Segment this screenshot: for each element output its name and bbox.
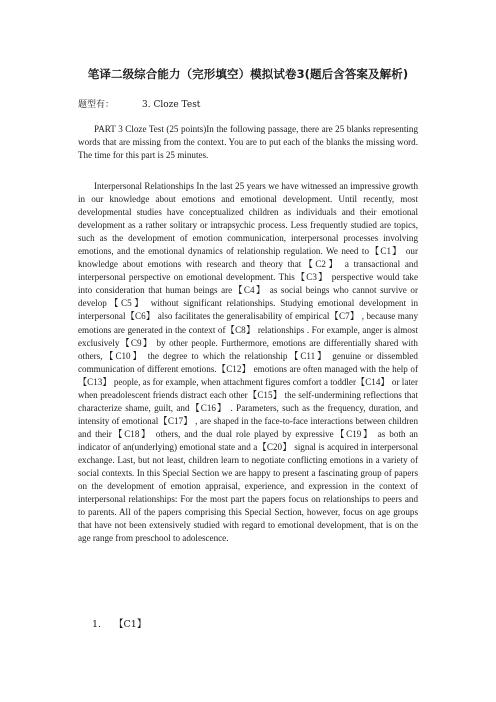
- blank-c18: 【C18】: [111, 428, 152, 439]
- passage-text: the self-undermining reflections that characterize shame, guilt, and: [78, 389, 418, 413]
- blank-c11: 【C11】: [287, 350, 329, 361]
- passage-text: people, as for example, when attachment figures comfort a toddler: [111, 376, 356, 387]
- passage-text: by other people. Furthermore, emotions are differentially shared with others,: [78, 337, 418, 361]
- passage-text: a transactional and interpersonal perspective on emotional development. This: [78, 259, 418, 283]
- answer-item-blank: 【C1】: [114, 619, 147, 630]
- blank-c9: 【C9】: [119, 337, 154, 348]
- blank-c16: 【C16】: [189, 402, 228, 413]
- question-type-label: 题型有：: [78, 100, 115, 110]
- blank-c3: 【C3】: [294, 272, 329, 283]
- passage-text: relationships . For example, anger is almost exclusively: [78, 324, 418, 348]
- blank-c20: 【C20】: [257, 441, 292, 452]
- passage-text: . Parameters, such as the frequency, duration, and intensity of emotional: [78, 402, 418, 426]
- blank-c4: 【C4】: [232, 285, 267, 296]
- blank-c13: 【C13】: [78, 376, 112, 387]
- answer-item: [92, 616, 146, 630]
- passage-text: without significant relationships. Studying emotional development in interpersonal: [78, 298, 418, 322]
- blank-c19: 【C19】: [333, 428, 374, 439]
- document-title: 笔译二级综合能力（完形填空）模拟试卷3(题后含答案及解析): [87, 67, 409, 81]
- cloze-passage: [78, 180, 418, 545]
- question-type-line: [78, 97, 200, 110]
- passage-text: also facilitates the generalisability of empirical: [155, 311, 330, 322]
- blank-c6: 【C6】: [125, 311, 156, 322]
- blank-c10: 【C10】: [102, 350, 144, 361]
- answer-item-number: 1.: [92, 619, 102, 630]
- passage-text: , are shaped in the face-to-face interactions between children and their: [78, 415, 418, 439]
- passage-text: signal is acquired in interpersonal exchange. Last, but not least, children learn to negotiate conflicting emotions in a variety of social contexts. In this Special Section we are happy to present a fascinating group of papers on the development of emotion appraisal, experience, and expression in the context of interpersonal relationships: For the most part the papers focus on relationships to peers and to parents. All of the papers comprising this Special Section, however, focus on age groups that have not been extensively studied with regard to emotional development, that is on the age range from preschool to adolescence.: [78, 441, 418, 544]
- blank-c7: 【C7】: [329, 311, 360, 322]
- passage-text: perspective would take into consideration that human beings are: [78, 272, 418, 296]
- passage-text: as both an indicator of an(underlying) emotional state and a: [78, 428, 418, 452]
- passage-text: emotions are often managed with the help of: [251, 363, 418, 374]
- blank-c1: 【C1】: [369, 246, 403, 257]
- blank-c5: 【C5】: [106, 298, 146, 309]
- blank-c17: 【C17】: [158, 415, 193, 426]
- blank-c12: 【C12】: [216, 363, 252, 374]
- passage-text: others, and the dual role played by expressive: [151, 428, 334, 439]
- passage-text: the degree to which the relationship: [143, 350, 288, 361]
- blank-c15: 【C15】: [247, 389, 283, 400]
- question-type-value: 3. Cloze Test: [142, 100, 201, 110]
- part-instructions: PART 3 Cloze Test (25 points)In the following passage, there are 25 blanks representing words that are missing from the context. You are to put each of the blanks the missing word. The time for this part is 25 minutes.: [78, 124, 418, 161]
- passage-text: , because many emotions are generated in the context of: [78, 311, 418, 335]
- passage-text: our knowledge about emotions with research and theory that: [78, 246, 418, 270]
- passage-text: Interpersonal Relationships In the last 25 years we have witnessed an impressive growth in our knowledge about emotions and emotional development. Until recently, most developmental studies have conceptualized children as individuals and their emotional development as a rather solitary or intrapsychic process. Less frequently studied are topics, such as the development of emotion communication, interpersonal processes involving emotions, and the emotional dynamics of relationship regulation. We need to: [78, 181, 418, 257]
- passage-text: as social beings who cannot survive or develop: [78, 285, 418, 309]
- passage-text: genuine or dissembled communication of different emotions.: [78, 350, 418, 374]
- blank-c14: 【C14】: [356, 376, 390, 387]
- blank-c2: 【C2】: [301, 259, 341, 270]
- blank-c8: 【C8】: [225, 324, 256, 335]
- passage-text: or later when preadolescent friends distract each other: [78, 376, 418, 400]
